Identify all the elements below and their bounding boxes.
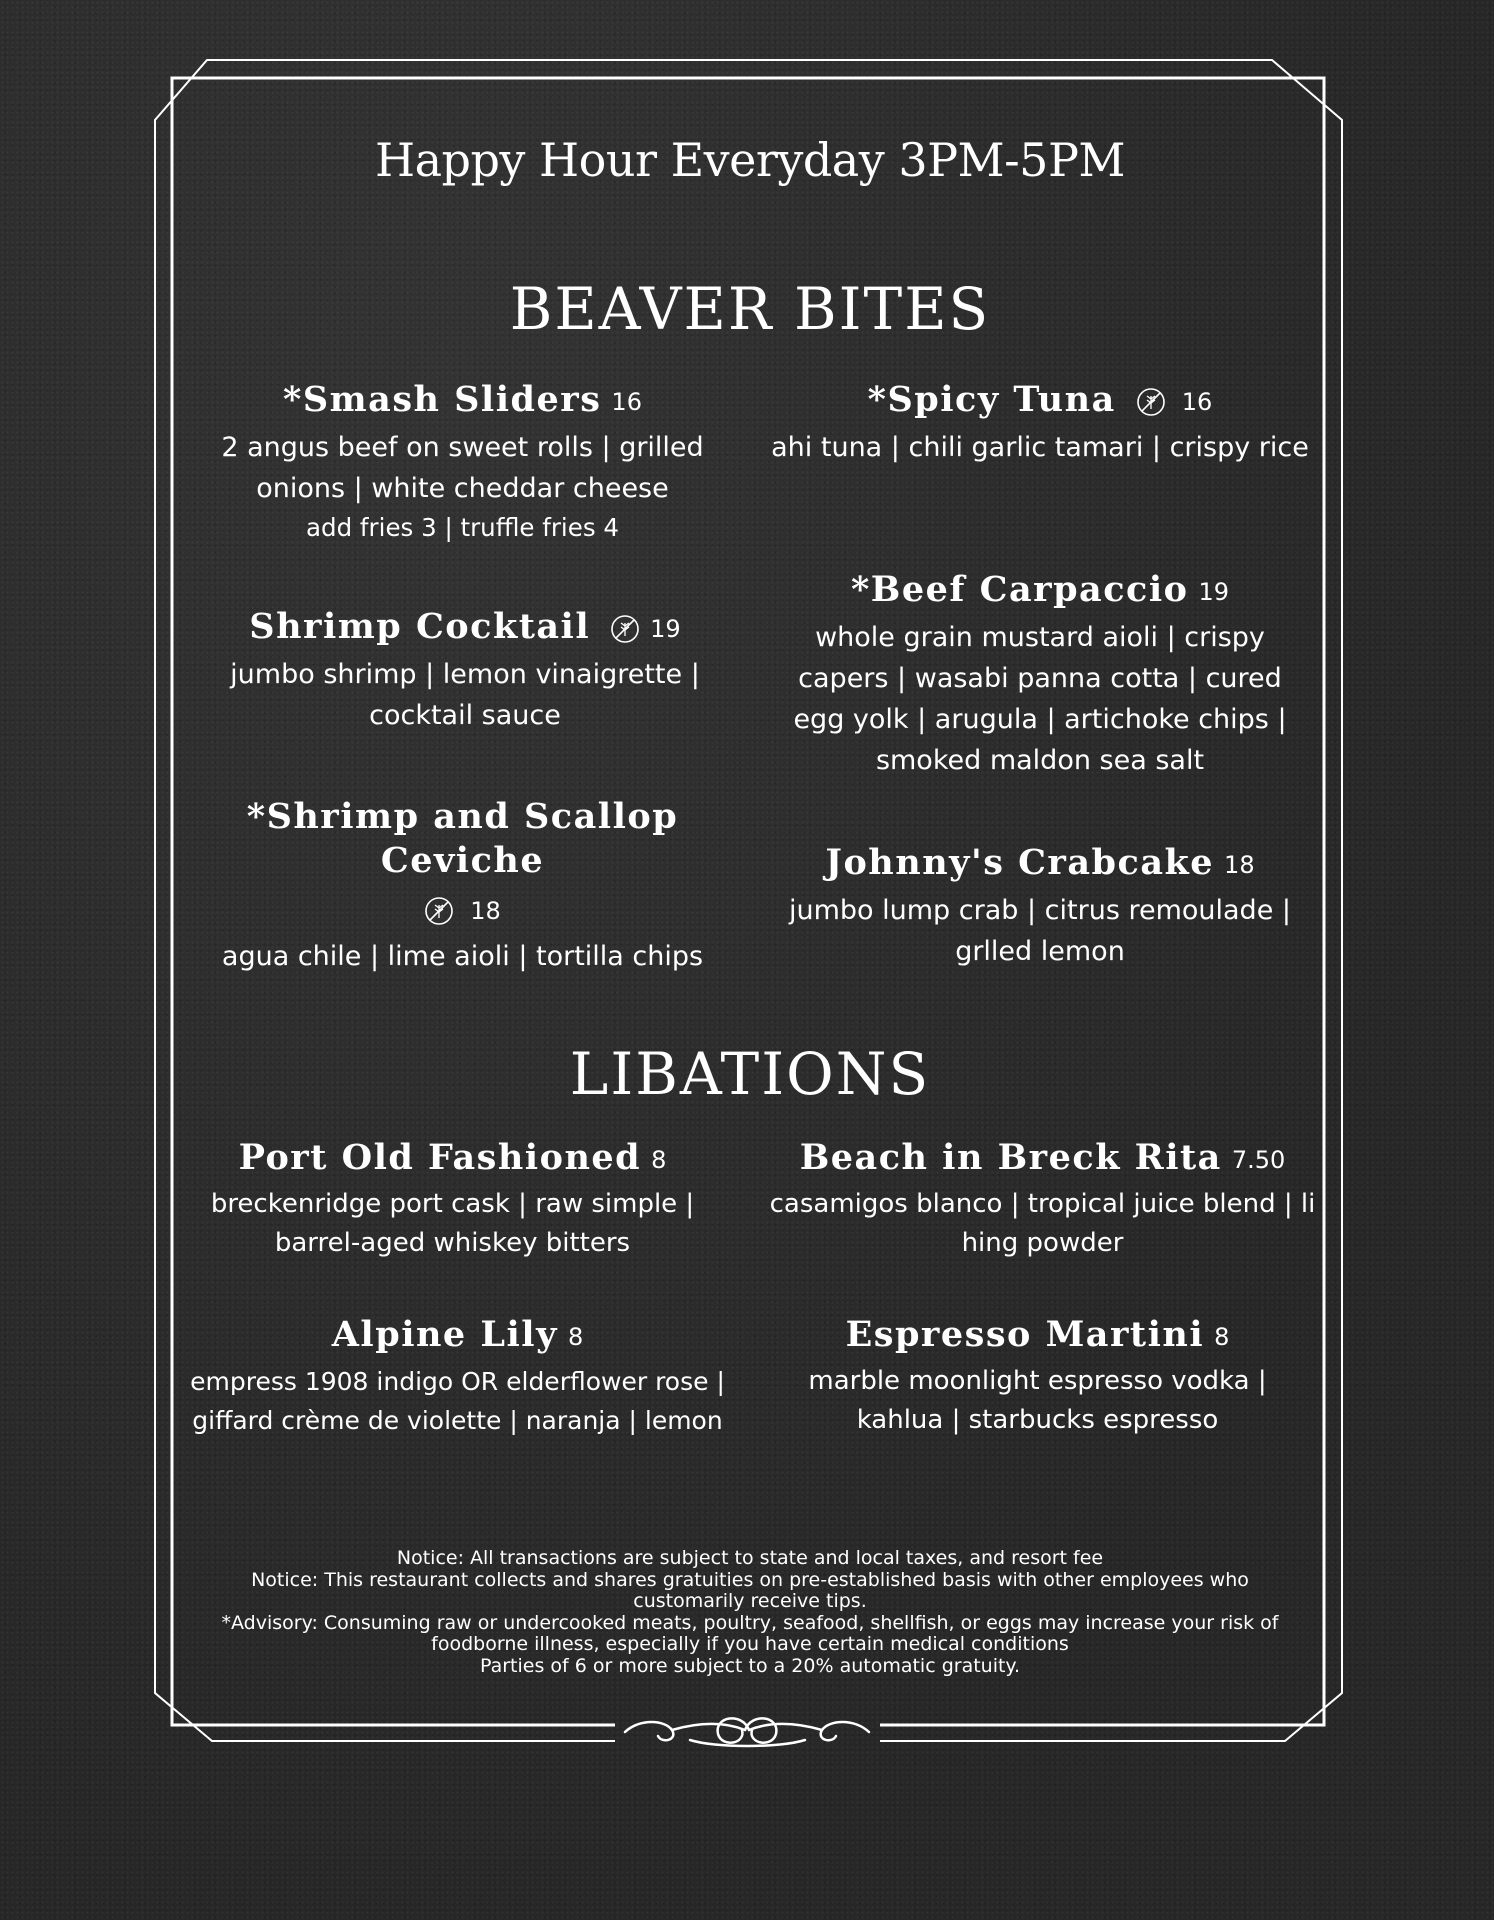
notice-line: Notice: All transactions are subject to state and local taxes, and resort fee — [396, 1547, 1104, 1569]
item-description: agua chile | lime aioli | tortilla chips — [221, 940, 704, 972]
menu-item-ceviche — [190, 795, 735, 977]
flourish-ornament — [625, 1718, 869, 1746]
item-description: jumbo shrimp | lemon vinaigrette | cocktail sauce — [230, 658, 700, 731]
happy-hour-heading: Happy Hour Everyday 3PM-5PM — [374, 133, 1125, 187]
libations-title: LIBATIONS — [569, 1040, 931, 1108]
notice-line: customarily receive tips. — [633, 1590, 867, 1612]
item-name: Johnny's Crabcake — [825, 842, 1215, 883]
item-price: 18 — [1224, 850, 1255, 879]
item-name: Beach in Breck Rita — [799, 1137, 1222, 1178]
item-name: *Spicy Tuna — [867, 379, 1116, 420]
item-description: marble moonlight espresso vodka | kahlua | starbucks espresso — [808, 1365, 1267, 1435]
menu-item-crabcake — [770, 841, 1310, 972]
item-extra: add fries 3 | truffle fries 4 — [306, 512, 619, 542]
menu-item-beef-carpaccio — [770, 568, 1310, 781]
item-price: 16 — [1181, 387, 1213, 416]
menu-item-spicy-tuna — [770, 378, 1310, 468]
item-description: jumbo lump crab | citrus remoulade | grlled lemon — [788, 894, 1291, 967]
item-description: 2 angus beef on sweet rolls | grilled onions | white cheddar cheese — [221, 431, 704, 504]
menu-item-shrimp-cocktail — [200, 605, 730, 736]
item-price: 8 — [567, 1322, 584, 1351]
drink-alpine-lily — [170, 1313, 745, 1440]
item-price: 19 — [650, 614, 681, 643]
item-price: 8 — [1214, 1322, 1230, 1351]
item-name-line — [170, 1313, 745, 1359]
notice-block — [190, 1548, 1310, 1677]
item-name-line — [190, 378, 735, 424]
beaver-bites-title: BEAVER BITES — [509, 275, 991, 343]
item-description: casamigos blanco | tropical juice blend | li hing powder — [769, 1188, 1316, 1258]
item-price: 16 — [611, 387, 642, 416]
item-price-line — [190, 887, 735, 933]
notice-line: *Advisory: Consuming raw or undercooked meats, poultry, seafood, shellfish, or eggs may increase your risk of — [221, 1611, 1279, 1634]
item-name: Alpine Lily — [331, 1314, 558, 1355]
item-name: Port Old Fashioned — [238, 1137, 642, 1178]
item-name: Espresso Martini — [845, 1314, 1205, 1355]
item-name-line — [200, 605, 730, 651]
item-name: *Beef Carpaccio — [850, 569, 1189, 610]
gluten-free-icon — [1136, 387, 1166, 417]
item-name: *Shrimp and Scallop Ceviche — [246, 796, 679, 881]
notice-line: Notice: This restaurant collects and shares gratuities on pre-established basis with other employees who — [251, 1568, 1249, 1591]
item-price: 8 — [651, 1145, 667, 1174]
item-name-line — [765, 1136, 1320, 1182]
menu-item-smash-sliders — [190, 378, 735, 547]
item-description: breckenridge port cask | raw simple | barrel-aged whiskey bitters — [210, 1188, 695, 1258]
item-name: *Smash Sliders — [283, 379, 602, 420]
drink-beach-in-breck-rita — [765, 1136, 1320, 1263]
item-name-line — [770, 841, 1310, 887]
item-name-line — [180, 1136, 725, 1182]
notice-line: foodborne illness, especially if you have certain medical conditions — [431, 1633, 1069, 1655]
item-price: 19 — [1198, 577, 1230, 606]
item-name-line — [770, 378, 1310, 424]
gluten-free-icon — [424, 896, 454, 926]
notice-line: Parties of 6 or more subject to a 20% automatic gratuity. — [479, 1654, 1021, 1677]
gluten-free-icon — [610, 614, 640, 644]
item-description: whole grain mustard aioli | crispy capers | wasabi panna cotta | cured egg yolk | arugula | artichoke chips | smoked maldon sea salt — [793, 621, 1287, 776]
item-description: ahi tuna | chili garlic tamari | crispy rice — [771, 431, 1309, 463]
drink-espresso-martini — [785, 1313, 1290, 1440]
item-description: empress 1908 indigo OR elderflower rose | giffard crème de violette | naranja | lemon — [190, 1366, 725, 1435]
item-name-line — [770, 568, 1310, 614]
item-price: 18 — [470, 896, 501, 925]
item-name-line — [785, 1313, 1290, 1359]
item-price: 7.50 — [1231, 1145, 1286, 1174]
item-name: Shrimp Cocktail — [249, 606, 591, 647]
drink-port-old-fashioned — [180, 1136, 725, 1263]
